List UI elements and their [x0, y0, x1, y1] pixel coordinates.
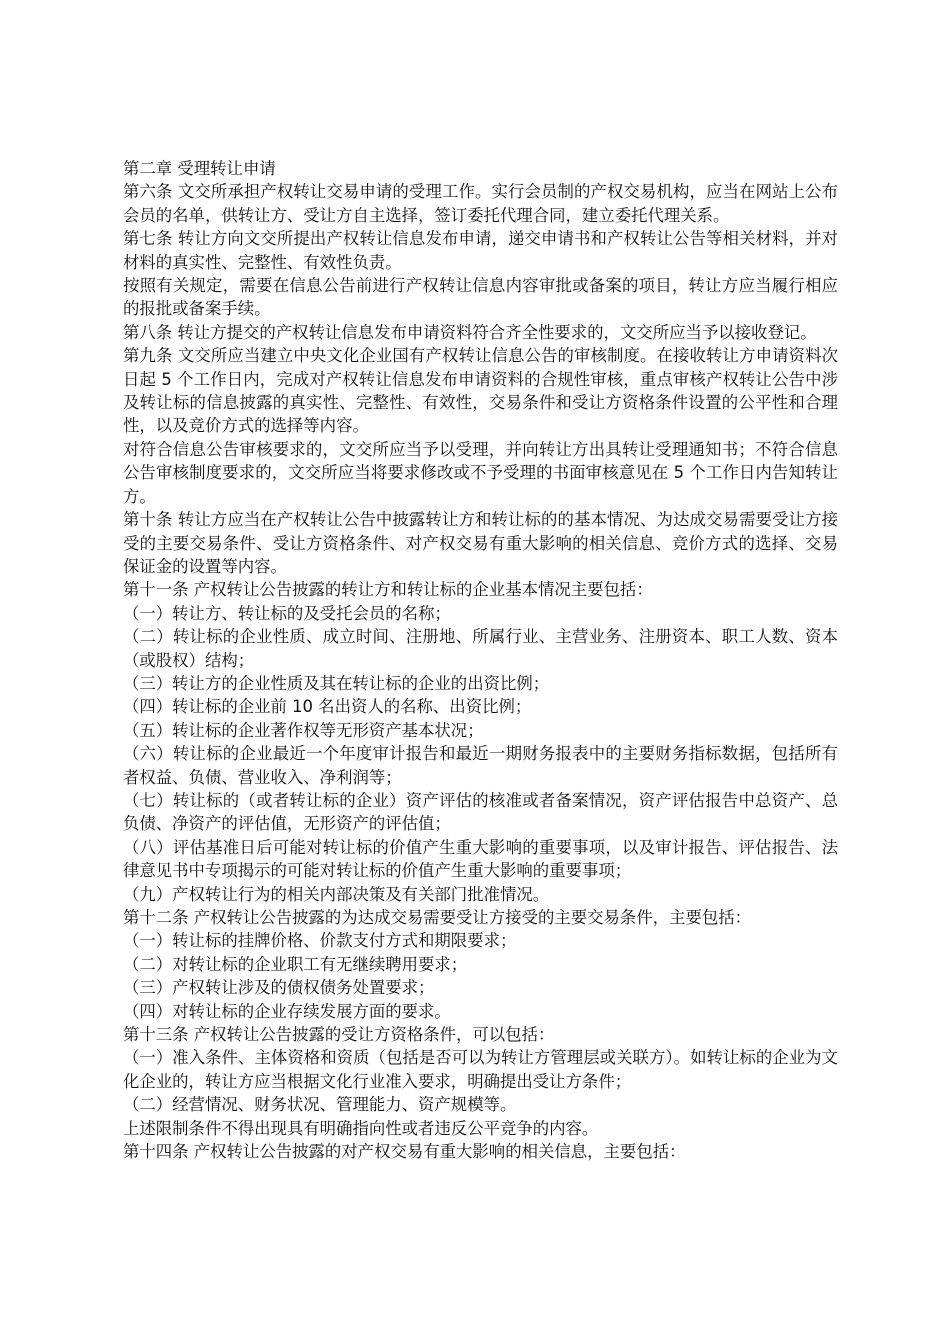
list-item: （八）评估基准日后可能对转让标的价值产生重大影响的重要事项，以及审计报告、评估报告、法律意见书中专项揭示的可能对转让标的价值产生重大影响的重要事项； [123, 837, 838, 881]
list-item: （七）转让标的（或者转让标的企业）资产评估的核准或者备案情况，资产评估报告中总资产、总负债、净资产的评估值，无形资产的评估值； [123, 790, 838, 834]
paragraph-article-13-note: 上述限制条件不得出现具有明确指向性或者违反公平竞争的内容。 [123, 1118, 599, 1138]
paragraph-article-9-note: 对符合信息公告审核要求的，文交所应当予以受理，并向转让方出具转让受理通知书；不符合信息公告审核制度要求的，文交所应当将要求修改或不予受理的书面审核意见在 5 个工作日内告知转让方。 [123, 439, 838, 506]
chapter-title: 第二章 受理转让申请 [123, 159, 276, 178]
paragraph-article-9: 第九条 文交所应当建立中央文化企业国有产权转让信息公告的审核制度。在接收转让方申请资料次日起 5 个工作日内，完成对产权转让信息发布申请资料的合规性审核，重点审核产权转让公告中涉及转让标的信息披露的真实性、完整性、有效性，交易条件和受让方资格条件设置的公平性和合理性，以及竞价方式的选择等内容。 [123, 346, 838, 436]
list-item: （四）转让标的企业前 10 名出资人的名称、出资比例； [123, 697, 532, 717]
paragraph-article-14: 第十四条 产权转让公告披露的对产权交易有重大影响的相关信息，主要包括： [123, 1142, 686, 1162]
paragraph-article-8: 第八条 转让方提交的产权转让信息发布申请资料符合齐全性要求的，文交所应当予以接收登记。 [123, 322, 817, 342]
list-item: （一）准入条件、主体资格和资质（包括是否可以为转让方管理层或关联方）。如转让标的企业为文化企业的，转让方应当根据文化行业准入要求，明确提出受让方条件； [123, 1048, 838, 1091]
list-item: （五）转让标的企业著作权等无形资产基本状况； [123, 720, 484, 740]
paragraph-article-6: 第六条 文交所承担产权转让交易申请的受理工作。实行会员制的产权交易机构，应当在网站上公布会员的名单，供转让方、受让方自主选择，签订委托代理合同，建立委托代理关系。 [123, 182, 838, 225]
list-item: （一）转让方、转让标的及受托会员的名称； [123, 603, 451, 623]
list-item: （二）经营情况、财务状况、管理能力、资产规模等。 [123, 1095, 517, 1115]
document-page [123, 157, 838, 1163]
paragraph-article-13: 第十三条 产权转让公告披露的受让方资格条件，可以包括： [123, 1025, 555, 1045]
list-item: （九）产权转让行为的相关内部决策及有关部门批准情况。 [123, 884, 550, 904]
paragraph-article-10: 第十条 转让方应当在产权转让公告中披露转让方和转让标的的基本情况、为达成交易需要受让方接受的主要交易条件、受让方资格条件、对产权交易有重大影响的相关信息、竞价方式的选择、交易保证金的设置等内容。 [123, 510, 838, 576]
list-item: （三）产权转让涉及的债权债务处置要求； [123, 978, 435, 998]
list-item: （二）转让标的企业性质、成立时间、注册地、所属行业、主营业务、注册资本、职工人数、资本（或股权）结构； [123, 627, 838, 670]
list-item: （六）转让标的企业最近一个年度审计报告和最近一期财务报表中的主要财务指标数据，包括所有者权益、负债、营业收入、净利润等； [123, 744, 838, 787]
paragraph-article-11: 第十一条 产权转让公告披露的转让方和转让标的企业基本情况主要包括： [123, 580, 653, 600]
paragraph-article-7-note: 按照有关规定，需要在信息公告前进行产权转让信息内容审批或备案的项目，转让方应当履行相应的报批或备案手续。 [123, 276, 838, 319]
list-item: （一）转让标的挂牌价格、价款支付方式和期限要求； [123, 931, 517, 951]
paragraph-article-7: 第七条 转让方向文交所提出产权转让信息发布申请，递交申请书和产权转让公告等相关材料，并对材料的真实性、完整性、有效性负责。 [123, 229, 838, 272]
list-item: （二）对转让标的企业职工有无继续聘用要求； [123, 954, 468, 974]
list-item: （四）对转让标的企业存续发展方面的要求。 [123, 1001, 451, 1021]
list-item: （三）转让方的企业性质及其在转让标的企业的出资比例； [123, 673, 550, 693]
paragraph-article-12: 第十二条 产权转让公告披露的为达成交易需要受让方接受的主要交易条件，主要包括： [123, 908, 752, 927]
